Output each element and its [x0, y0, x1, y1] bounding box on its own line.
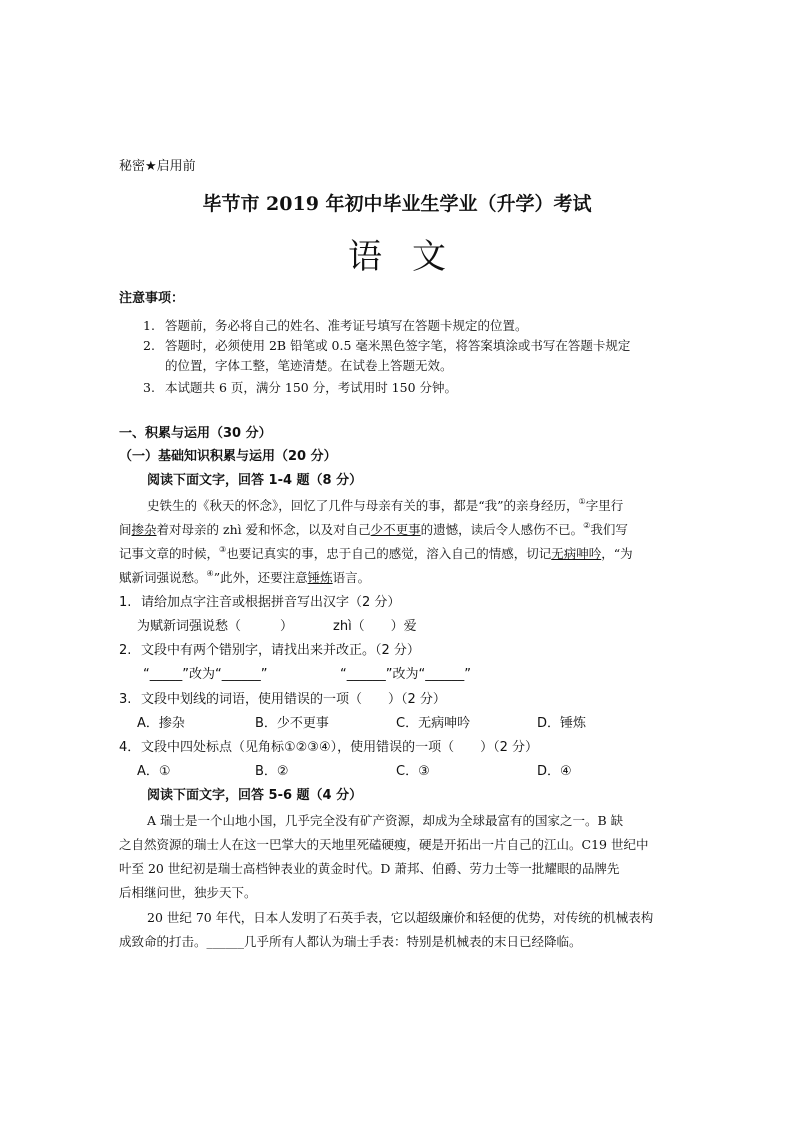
footnote-marker: ③ — [219, 545, 227, 554]
notice-item-number: 2. — [143, 338, 155, 353]
passage-line — [119, 522, 628, 538]
underlined-word: 少不更事 — [370, 522, 421, 537]
passage-text: 赋新词强说愁。 — [119, 570, 207, 585]
reading-instruction: 阅读下面文字，回答 5-6 题（4 分） — [147, 788, 363, 803]
notice-item — [143, 338, 630, 354]
question-number: 2. — [119, 643, 132, 658]
q2-blank-b: “______”改为“______” — [340, 667, 471, 682]
q3-option-b: B．少不更事 — [255, 716, 329, 731]
q4-option-b: B．② — [255, 764, 289, 779]
notice-item-text: 答题时，必须使用 2B 铅笔或 0.5 毫米黑色签字笔，将答案填涂或书写在答题卡规定 — [165, 338, 631, 353]
notice-item-text: 答题前，务必将自己的姓名、准考证号填写在答题卡规定的位置。 — [165, 318, 528, 333]
question-text: 文段中划线的词语，使用错误的一项（ ）（2 分） — [141, 692, 446, 707]
question-3 — [119, 692, 446, 708]
question-text: 文段中有两个错别字，请找出来并改正。（2 分） — [141, 643, 420, 658]
reading-instruction: 阅读下面文字，回答 1-4 题（8 分） — [147, 473, 363, 488]
passage-text: 史铁生的《秋天的怀念》，回忆了几件与母亲有关的事，都是“我”的亲身经历， — [147, 498, 579, 513]
footnote-marker: ② — [583, 521, 591, 530]
passage-line: 叶至 20 世纪初是瑞士高档钟表业的黄金时代。D 萧邦、伯爵、劳力士等一批耀眼的品牌先 — [119, 861, 620, 876]
passage-line: 成致命的打击。______几乎所有人都认为瑞士手表：特别是机械表的末日已经降临。 — [119, 934, 582, 949]
underlined-word: 锤炼 — [307, 570, 333, 585]
notice-item-continuation: 的位置，字体工整，笔迹清楚。在试卷上答题无效。 — [165, 358, 453, 373]
underlined-word: 无病呻吟 — [551, 546, 602, 561]
passage-line: 之自然资源的瑞士人在这一巴掌大的天地里死磕硬瘦，硬是开拓出一片自己的江山。C19 世纪中 — [119, 837, 649, 852]
passage-line: 后相继问世，独步天下。 — [119, 885, 257, 900]
q3-option-a: A．掺杂 — [137, 716, 185, 731]
passage-text: 的遗憾，读后令人感伤不已。 — [420, 522, 584, 537]
q3-option-c: C．无病呻吟 — [396, 716, 471, 731]
passage-text: 也要记真实的事，忠于自己的感觉，溶入自己的情感，切记 — [226, 546, 552, 561]
subsection-heading: （一）基础知识积累与运用（20 分） — [119, 449, 337, 464]
passage-text: 着对母亲的 zhì 爱和怀念，以及对自己 — [156, 522, 371, 537]
notice-item-text: 本试题共 6 页，满分 150 分，考试用时 150 分钟。 — [165, 380, 458, 395]
question-2 — [119, 643, 420, 659]
notice-item-number: 1. — [143, 318, 155, 333]
secret-label: 秘密★启用前 — [119, 159, 196, 174]
question-number: 3. — [119, 692, 132, 707]
question-number: 4． — [119, 740, 141, 755]
passage-line — [147, 498, 623, 514]
notice-item-number: 3. — [143, 380, 155, 395]
question-text: 请给加点字注音或根据拼音写出汉字（2 分） — [141, 595, 401, 610]
q1-answer-b: zhì（ ）爱 — [333, 619, 417, 634]
footnote-marker: ④ — [206, 569, 214, 578]
passage-text: 间 — [119, 522, 132, 537]
q4-option-a: A．① — [137, 764, 171, 779]
exam-title: 毕节市 2019 年初中毕业生学业（升学）考试 — [202, 193, 592, 215]
passage-line — [119, 546, 633, 562]
passage-text: 记事文章的时候， — [119, 546, 220, 561]
question-4 — [119, 740, 538, 756]
subject-title: 语文 — [348, 237, 476, 277]
passage-text: ，“为 — [601, 546, 633, 561]
notice-item — [143, 380, 457, 396]
passage-line: 20 世纪 70 年代，日本人发明了石英手表，它以超级廉价和轻便的优势，对传统的机械表构 — [147, 910, 654, 925]
passage-text: ”此外，还要注意 — [213, 570, 308, 585]
passage-line: A 瑞士是一个山地小国，几乎完全没有矿产资源，却成为全球最富有的国家之一。B 缺 — [147, 813, 624, 828]
footnote-marker: ① — [578, 497, 586, 506]
q4-option-c: C．③ — [396, 764, 430, 779]
section-heading: 一、积累与运用（30 分） — [119, 426, 272, 441]
question-number: 1. — [119, 595, 132, 610]
underlined-word: 掺杂 — [131, 522, 157, 537]
q3-option-d: D．锤炼 — [537, 716, 587, 731]
q2-blank-a: “_____”改为“______” — [143, 667, 268, 682]
passage-text: 我们写 — [590, 522, 628, 537]
q1-answer-a: 为赋新词强说愁（ ） — [137, 619, 294, 634]
passage-line — [119, 570, 370, 586]
notice-item — [143, 318, 528, 334]
q4-option-d: D．④ — [537, 764, 572, 779]
passage-text: 字里行 — [585, 498, 624, 513]
notice-heading: 注意事项： — [119, 291, 185, 306]
passage-text: 语言。 — [332, 570, 371, 585]
question-1 — [119, 595, 400, 611]
question-text: 文段中四处标点（见角标①②③④），使用错误的一项（ ）（2 分） — [141, 740, 539, 755]
